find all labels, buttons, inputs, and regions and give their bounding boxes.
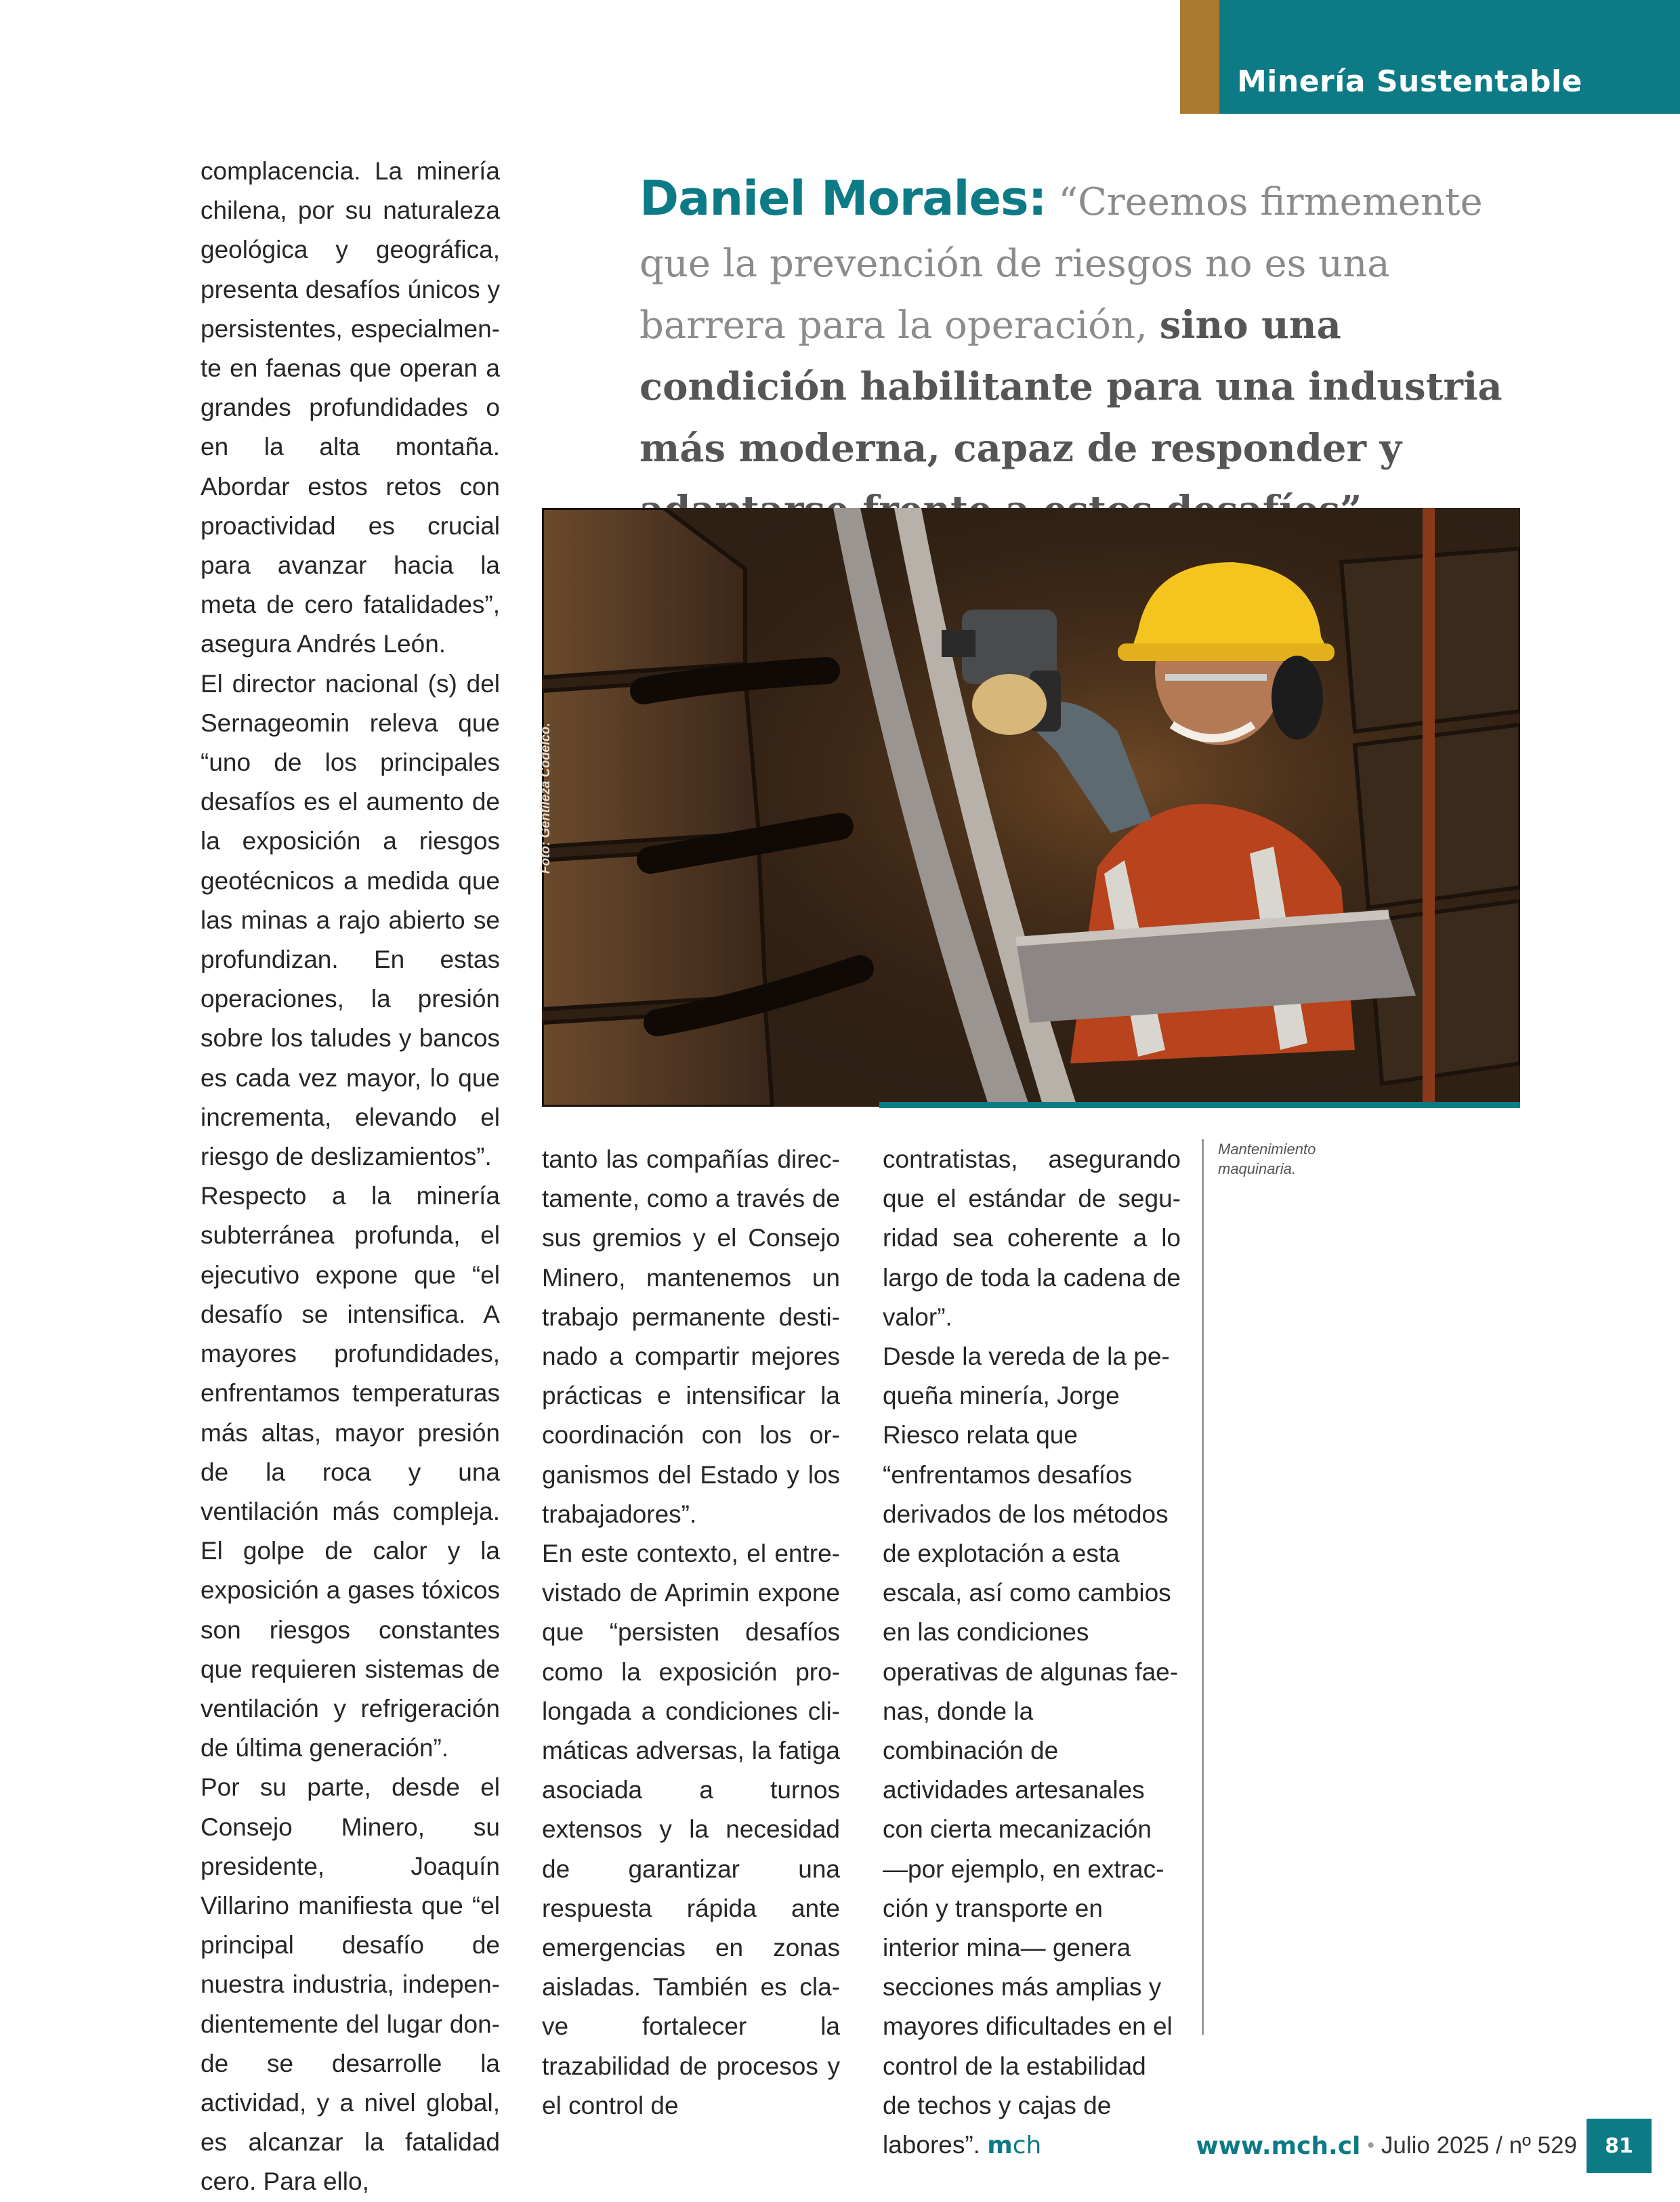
text-column-1 — [201, 152, 500, 2202]
photo-miner-maintenance — [542, 508, 1520, 1107]
quote-author: Daniel Morales: — [639, 171, 1047, 226]
section-header — [1219, 0, 1680, 114]
quote-text-light: “Creemos firmemente que la prevención de riesgos no es una barrera para la operación, — [639, 180, 1483, 347]
footer-separator-dot: • — [1367, 2134, 1374, 2157]
paragraph: contratistas, asegurando que el estándar de seguridad sea coherente a lo largo de toda la cadena de valor”. — [883, 1145, 1181, 1331]
footer-info — [1196, 2119, 1577, 2173]
footer-url[interactable]: www.mch.cl — [1196, 2132, 1361, 2160]
caption-divider — [1202, 1139, 1204, 2035]
paragraph: Por su parte, desde el Consejo Minero, su presidente, Joaquín Villarino manifiesta que “el principal desafío de nuestra industria, independientemente del lugar donde se desarrolle la actividad, y a nivel global, es alcanzar la fatalidad cero. Para ello, — [201, 1773, 500, 2196]
photo-illustration — [542, 508, 1520, 1107]
pull-quote — [639, 168, 1547, 541]
paragraph: tanto las compañías directamente, como a través de sus gremios y el Consejo Minero, mantenemos un trabajo permanente destinado a compartir mejores prácticas e intensificar la coordinación con los organismos del Estado y los trabajadores”. — [542, 1145, 840, 1528]
paragraph: Respecto a la minería subterránea profunda, el ejecutivo expone que “el desafío se intensifica. A mayores profundidades, enfrentamos temperaturas más altas, mayor presión de la roca y una ventilación más compleja. El golpe de calor y la exposición a gases tóxicos son riesgos constantes que requieren sistemas de ventilación y refrigeración de última generación”. — [201, 1182, 500, 1762]
page-footer — [0, 2119, 1680, 2173]
photo-accent-strip — [879, 1102, 1520, 1108]
text-column-3 — [883, 1140, 1181, 2165]
quote-text-bold: sino una condición habilitante para una industria más moderna, capaz de responder y — [639, 303, 1503, 471]
footer-issue: Julio 2025 / nº 529 — [1381, 2132, 1577, 2159]
mch-signoff-ch: ch — [1012, 2132, 1042, 2160]
text-column-2 — [542, 1140, 840, 2125]
paragraph-text: Desde la vereda de la pequeña minería, Jorge Riesco relata que “enfrentamos desafíos derivados de los métodos de explotación a esta escala, así como cambios en las condiciones operativas de algunas faenas, donde la combinación de actividades artesanales con cierta mecanización —por ejemplo, en extracción y transporte en interior mina— genera secciones más amplias y mayores dificultades en el control de la estabilidad de techos y cajas de labores”. — [883, 1342, 1179, 2159]
paragraph: En este contexto, el entrevistado de Aprimin expone que “persisten desafíos como la exposición prolongada a condiciones climáticas adversas, la fatiga asociada a turnos extensos y la necesidad de garantizar una respuesta rápida ante emergencias en zonas aisladas. También es clave fortalecer la trazabilidad de procesos y el control de — [542, 1540, 840, 2119]
photo-caption: Mantenimiento maquinaria. — [1218, 1141, 1316, 1177]
mch-signoff-m: m — [987, 2132, 1013, 2160]
photo-credit: Foto: Gentileza Codelco. — [539, 723, 553, 874]
section-title: Minería Sustentable — [1237, 64, 1582, 99]
page-number: 81 — [1587, 2119, 1652, 2173]
header-accent — [1180, 0, 1219, 114]
paragraph — [883, 1337, 1181, 2165]
paragraph: complacencia. La minería chilena, por su naturaleza geológica y geográfica, presenta desafíos únicos y persistentes, especialmente en faenas que operan a grandes profundidades o en la alta montaña. Abordar estos retos con proactividad es crucial para avanzar hacia la meta de cero fatalidades”, asegura Andrés León. — [201, 157, 500, 658]
paragraph: El director nacional (s) del Sernageomin releva que “uno de los principales desafíos es el aumento de la exposición a riesgos geotécnicos a medida que las minas a rajo abierto se profundizan. En estas operaciones, la presión sobre los taludes y bancos es cada vez mayor, lo que incrementa, elevando el riesgo de deslizamientos”. — [201, 669, 500, 1171]
